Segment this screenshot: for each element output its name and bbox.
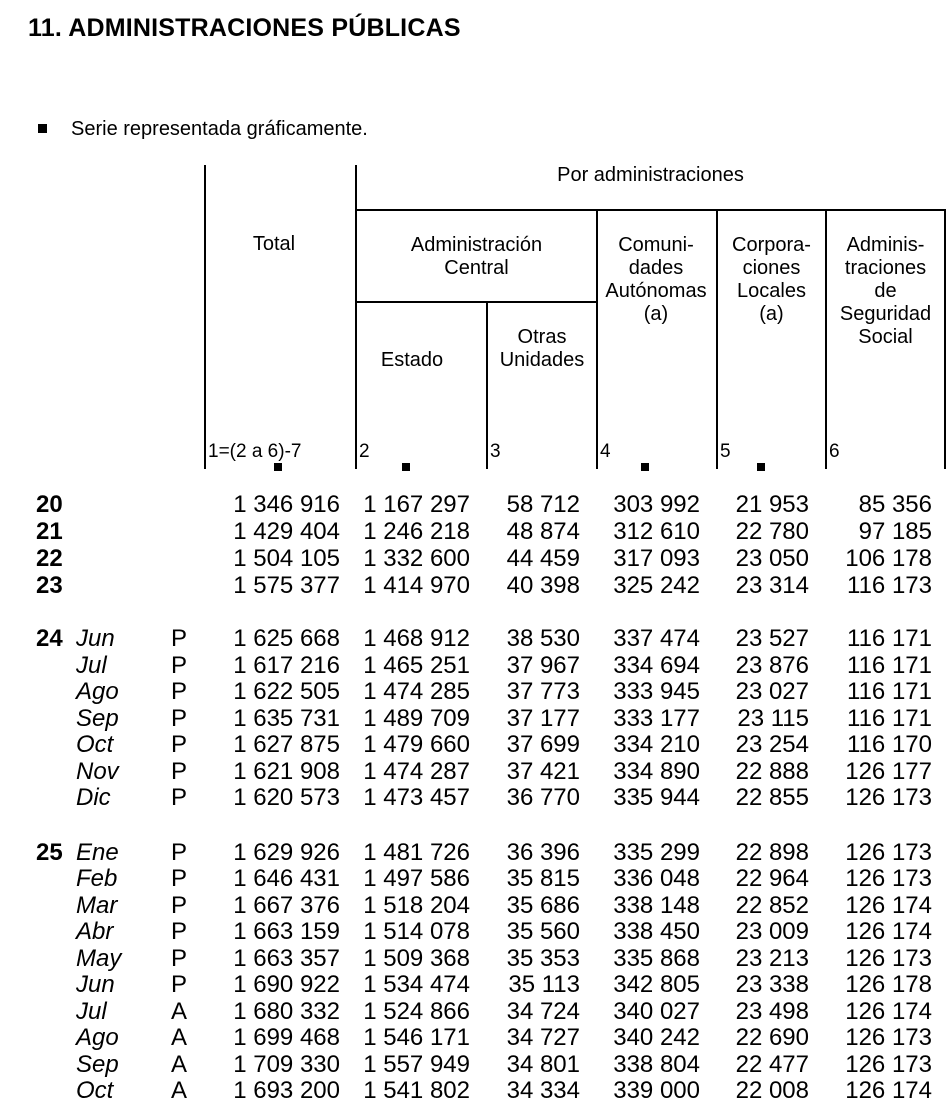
header-corp-line3: Locales	[737, 280, 806, 302]
table-row	[0, 626, 946, 652]
cell-ccaa: 342 805	[613, 971, 700, 998]
cell-ccaa: 325 242	[613, 572, 700, 599]
cell-ss: 126 178	[845, 971, 932, 998]
month-label: Mar	[76, 892, 118, 919]
header-ss-line3: de	[874, 280, 897, 302]
col-number-6: 6	[829, 441, 840, 462]
table-row	[0, 946, 946, 972]
rule-v-total-left	[204, 165, 206, 469]
header-ss-line1: Adminis-	[846, 234, 925, 256]
cell-corp: 22 780	[735, 518, 809, 545]
status-flag: P	[171, 705, 188, 732]
month-label: Sep	[76, 1051, 119, 1078]
page-title: 11. ADMINISTRACIONES PÚBLICAS	[28, 14, 461, 42]
cell-ss: 126 177	[845, 758, 932, 785]
cell-total: 1 575 377	[233, 572, 340, 599]
cell-otras: 36 770	[506, 784, 580, 811]
cell-corp: 22 898	[735, 839, 809, 866]
cell-estado: 1 557 949	[363, 1051, 470, 1078]
table-row	[0, 706, 946, 732]
cell-estado: 1 497 586	[363, 865, 470, 892]
cell-otras: 40 398	[506, 572, 580, 599]
cell-corp: 22 477	[735, 1051, 809, 1078]
cell-otras: 37 177	[506, 705, 580, 732]
year-label: 20	[36, 491, 63, 518]
table-row	[0, 519, 946, 545]
status-flag: P	[171, 892, 188, 919]
graph-marker-icon	[757, 463, 765, 471]
cell-otras: 58 712	[506, 491, 580, 518]
cell-ss: 126 173	[845, 1051, 932, 1078]
cell-estado: 1 473 457	[363, 784, 470, 811]
graph-marker-icon	[641, 463, 649, 471]
status-flag: P	[171, 652, 188, 679]
cell-total: 1 629 926	[233, 839, 340, 866]
cell-ccaa: 333 945	[613, 678, 700, 705]
status-flag: A	[171, 1051, 188, 1078]
col-number-4: 4	[600, 441, 611, 462]
table-row	[0, 840, 946, 866]
header-corp-line2: ciones	[742, 257, 801, 279]
cell-otras: 37 967	[506, 652, 580, 679]
rule-h-central	[355, 301, 598, 303]
table-row	[0, 653, 946, 679]
status-flag: P	[171, 945, 188, 972]
cell-ccaa: 338 450	[613, 918, 700, 945]
cell-otras: 35 113	[508, 971, 580, 998]
cell-ccaa: 340 027	[613, 998, 700, 1025]
cell-total: 1 635 731	[233, 705, 340, 732]
cell-total: 1 627 875	[233, 731, 340, 758]
header-ccaa-line1: Comuni-	[618, 234, 694, 256]
col-number-2: 2	[359, 441, 370, 462]
month-label: Jul	[76, 998, 107, 1025]
cell-corp: 21 953	[735, 491, 809, 518]
header-central-line2: Central	[444, 257, 509, 279]
cell-total: 1 429 404	[233, 518, 340, 545]
cell-corp: 23 009	[735, 918, 809, 945]
cell-otras: 37 773	[506, 678, 580, 705]
cell-ss: 116 171	[847, 705, 932, 732]
table-row	[0, 573, 946, 599]
month-label: Dic	[76, 784, 111, 811]
cell-total: 1 620 573	[233, 784, 340, 811]
cell-ccaa: 339 000	[613, 1077, 700, 1104]
cell-ss: 126 174	[845, 1077, 932, 1104]
cell-total: 1 680 332	[233, 998, 340, 1025]
cell-estado: 1 481 726	[363, 839, 470, 866]
cell-estado: 1 246 218	[363, 518, 470, 545]
cell-estado: 1 541 802	[363, 1077, 470, 1104]
cell-ss: 116 171	[847, 625, 932, 652]
month-label: Ene	[76, 839, 119, 866]
cell-otras: 37 421	[506, 758, 580, 785]
header-corp-line1: Corpora-	[732, 234, 811, 256]
cell-corp: 23 498	[735, 998, 809, 1025]
cell-ss: 126 173	[845, 1024, 932, 1051]
cell-estado: 1 534 474	[363, 971, 470, 998]
header-corp-line4: (a)	[759, 303, 784, 325]
cell-ccaa: 335 299	[613, 839, 700, 866]
cell-total: 1 346 916	[233, 491, 340, 518]
header-ccaa	[596, 234, 716, 326]
cell-ccaa: 333 177	[613, 705, 700, 732]
cell-total: 1 663 159	[233, 918, 340, 945]
cell-corp: 23 254	[735, 731, 809, 758]
header-ccaa-line3: Autónomas	[605, 280, 707, 302]
table-row	[0, 492, 946, 518]
month-label: May	[76, 945, 122, 972]
status-flag: P	[171, 731, 188, 758]
header-corp	[718, 234, 825, 326]
month-label: Jun	[76, 625, 115, 652]
table-row	[0, 679, 946, 705]
cell-total: 1 622 505	[233, 678, 340, 705]
status-flag: P	[171, 784, 188, 811]
header-group: Por administraciones	[557, 164, 744, 186]
cell-total: 1 617 216	[233, 652, 340, 679]
cell-corp: 22 964	[735, 865, 809, 892]
year-label: 24	[36, 625, 63, 652]
cell-ss: 116 173	[847, 572, 932, 599]
cell-corp: 23 213	[735, 945, 809, 972]
cell-estado: 1 468 912	[363, 625, 470, 652]
cell-otras: 48 874	[506, 518, 580, 545]
year-label: 22	[36, 545, 63, 572]
cell-ccaa: 338 804	[613, 1051, 700, 1078]
cell-ss: 126 174	[845, 998, 932, 1025]
header-otras-line1: Otras	[517, 326, 567, 348]
cell-corp: 23 527	[735, 625, 809, 652]
cell-corp: 22 888	[735, 758, 809, 785]
cell-total: 1 690 922	[233, 971, 340, 998]
header-estado: Estado	[380, 349, 444, 371]
cell-ccaa: 334 694	[613, 652, 700, 679]
cell-ccaa: 335 868	[613, 945, 700, 972]
square-bullet-icon	[38, 124, 47, 133]
cell-ccaa: 336 048	[613, 865, 700, 892]
cell-corp: 23 027	[735, 678, 809, 705]
cell-corp: 22 852	[735, 892, 809, 919]
header-ss-line2: traciones	[844, 257, 927, 279]
cell-total: 1 693 200	[233, 1077, 340, 1104]
legend	[38, 118, 368, 141]
status-flag: P	[171, 839, 188, 866]
cell-estado: 1 546 171	[363, 1024, 470, 1051]
cell-ss: 126 174	[845, 892, 932, 919]
cell-estado: 1 474 287	[363, 758, 470, 785]
month-label: Jun	[76, 971, 115, 998]
cell-ccaa: 337 474	[613, 625, 700, 652]
cell-ccaa: 303 992	[613, 491, 700, 518]
table-row	[0, 1052, 946, 1078]
table-row	[0, 1078, 946, 1104]
status-flag: P	[171, 625, 188, 652]
header-central	[357, 234, 596, 280]
cell-ss: 126 173	[845, 839, 932, 866]
header-total: Total	[252, 233, 296, 255]
col-number-5: 5	[720, 441, 731, 462]
cell-corp: 23 115	[737, 705, 809, 732]
cell-estado: 1 465 251	[363, 652, 470, 679]
cell-total: 1 646 431	[233, 865, 340, 892]
header-otras	[488, 326, 596, 372]
table-row	[0, 999, 946, 1025]
month-label: Feb	[76, 865, 118, 892]
cell-ccaa: 334 210	[613, 731, 700, 758]
status-flag: P	[171, 678, 188, 705]
cell-ss: 126 173	[845, 945, 932, 972]
month-label: Ago	[76, 1024, 119, 1051]
cell-otras: 35 560	[506, 918, 580, 945]
cell-otras: 34 801	[506, 1051, 580, 1078]
table-row	[0, 546, 946, 572]
cell-otras: 36 396	[506, 839, 580, 866]
cell-otras: 34 724	[506, 998, 580, 1025]
legend-text: Serie representada gráficamente.	[71, 118, 368, 140]
col-number-1: 1=(2 a 6)-7	[208, 441, 302, 462]
header-ccaa-line2: dades	[628, 257, 684, 279]
cell-otras: 38 530	[506, 625, 580, 652]
table-row	[0, 866, 946, 892]
header-ss-line4: Seguridad	[839, 303, 932, 325]
cell-otras: 35 815	[506, 865, 580, 892]
month-label: Ago	[76, 678, 119, 705]
month-label: Sep	[76, 705, 119, 732]
cell-otras: 37 699	[506, 731, 580, 758]
month-label: Abr	[76, 918, 114, 945]
cell-ss: 97 185	[858, 518, 932, 545]
col-number-3: 3	[490, 441, 501, 462]
cell-corp: 23 338	[735, 971, 809, 998]
cell-estado: 1 414 970	[363, 572, 470, 599]
cell-total: 1 699 468	[233, 1024, 340, 1051]
cell-ccaa: 317 093	[613, 545, 700, 572]
cell-ccaa: 335 944	[613, 784, 700, 811]
month-label: Jul	[76, 652, 107, 679]
cell-estado: 1 524 866	[363, 998, 470, 1025]
cell-corp: 22 690	[735, 1024, 809, 1051]
cell-total: 1 621 908	[233, 758, 340, 785]
header-ss-line5: Social	[858, 326, 913, 348]
cell-corp: 22 855	[735, 784, 809, 811]
cell-ss: 126 173	[845, 865, 932, 892]
table-row	[0, 785, 946, 811]
cell-total: 1 625 668	[233, 625, 340, 652]
header-central-line1: Administración	[410, 234, 543, 256]
cell-corp: 23 314	[735, 572, 809, 599]
cell-estado: 1 479 660	[363, 731, 470, 758]
month-label: Nov	[76, 758, 119, 785]
cell-corp: 23 876	[735, 652, 809, 679]
header-otras-line2: Unidades	[499, 349, 585, 371]
year-label: 25	[36, 839, 63, 866]
rule-h-group	[355, 209, 946, 211]
status-flag: P	[171, 918, 188, 945]
status-flag: A	[171, 998, 188, 1025]
cell-ss: 116 171	[847, 678, 932, 705]
cell-ss: 126 174	[845, 918, 932, 945]
cell-otras: 34 727	[506, 1024, 580, 1051]
table-row	[0, 1025, 946, 1051]
table-row	[0, 759, 946, 785]
graph-marker-icon	[274, 463, 282, 471]
cell-ccaa: 338 148	[613, 892, 700, 919]
cell-otras: 44 459	[506, 545, 580, 572]
graph-marker-icon	[402, 463, 410, 471]
cell-ccaa: 312 610	[613, 518, 700, 545]
cell-estado: 1 332 600	[363, 545, 470, 572]
cell-ss: 126 173	[845, 784, 932, 811]
cell-estado: 1 489 709	[363, 705, 470, 732]
cell-ss: 116 171	[847, 652, 932, 679]
table-row	[0, 919, 946, 945]
cell-total: 1 709 330	[233, 1051, 340, 1078]
status-flag: A	[171, 1024, 188, 1051]
cell-ss: 106 178	[845, 545, 932, 572]
cell-ccaa: 334 890	[613, 758, 700, 785]
year-label: 21	[36, 518, 63, 545]
cell-corp: 23 050	[735, 545, 809, 572]
status-flag: A	[171, 1077, 188, 1104]
cell-ss: 116 170	[847, 731, 932, 758]
cell-estado: 1 167 297	[363, 491, 470, 518]
header-ss	[827, 234, 944, 349]
cell-otras: 34 334	[506, 1077, 580, 1104]
cell-ss: 85 356	[858, 491, 932, 518]
table-row	[0, 732, 946, 758]
year-label: 23	[36, 572, 63, 599]
cell-total: 1 663 357	[233, 945, 340, 972]
cell-otras: 35 686	[506, 892, 580, 919]
cell-otras: 35 353	[506, 945, 580, 972]
month-label: Oct	[76, 1077, 114, 1104]
month-label: Oct	[76, 731, 114, 758]
cell-estado: 1 474 285	[363, 678, 470, 705]
cell-corp: 22 008	[735, 1077, 809, 1104]
header-ccaa-line4: (a)	[643, 303, 669, 325]
cell-estado: 1 509 368	[363, 945, 470, 972]
table-row	[0, 972, 946, 998]
status-flag: P	[171, 865, 188, 892]
status-flag: P	[171, 971, 188, 998]
cell-estado: 1 514 078	[363, 918, 470, 945]
status-flag: P	[171, 758, 188, 785]
cell-total: 1 667 376	[233, 892, 340, 919]
cell-ccaa: 340 242	[613, 1024, 700, 1051]
cell-total: 1 504 105	[233, 545, 340, 572]
table-row	[0, 893, 946, 919]
cell-estado: 1 518 204	[363, 892, 470, 919]
